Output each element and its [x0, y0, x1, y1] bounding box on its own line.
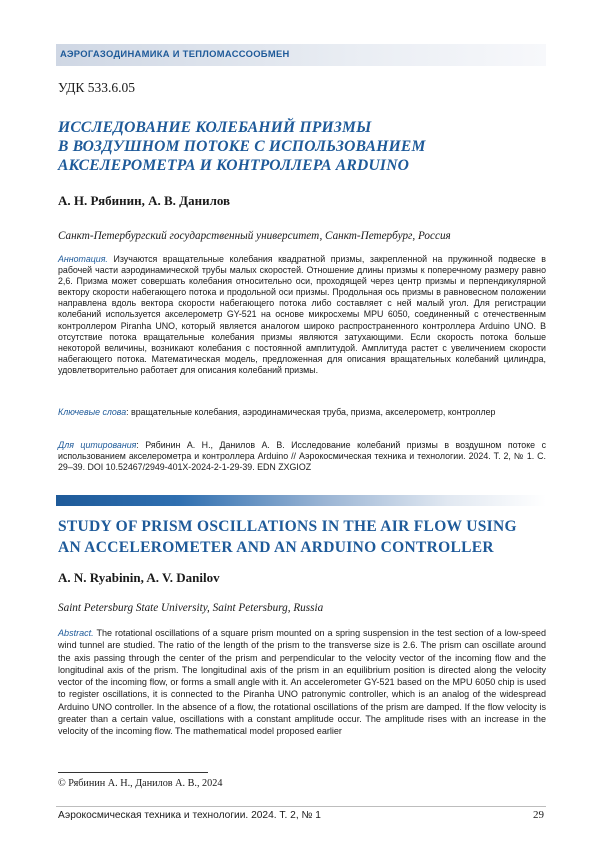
udk-code: УДК 533.6.05 [58, 80, 136, 95]
authors-en: A. N. Ryabinin, A. V. Danilov [58, 570, 220, 585]
authors-ru: А. Н. Рябинин, А. В. Данилов [58, 193, 231, 208]
citation-ru-label: Для цитирования [58, 440, 137, 450]
affiliation-ru: Санкт-Петербургский государственный университет, Санкт-Петербург, Россия [58, 230, 451, 242]
abstract-en [58, 627, 546, 738]
abstract-en-text: The rotational oscillations of a square prism mounted on a spring suspension in the test section of a low-speed wind tunnel are studied. The ratio of the length of the prism to the transverse size is 2.6. The prism can oscillate around the axis passing through the center of the prism and perpendicular to the velocity vector of the incoming flow and the longitudinal axis of the prism. The longitudinal axis of the prism in an equilibrium position is directed along the velocity vector of the incoming flow, or forms a small angle with it. An accelerometer GY-521 based on the MPU 6050 chip is used to register oscillations, it is connected to the Piranha UNO patronymic controller, which is an analog of the widespread Arduino UNO controller. In the absence of a flow, the rotational oscillations of the prism are damped. If the flow velocity is greater than a certain value, oscillations with a constant amplitude occur. The amplitude rises with an increase in the velocity of the incoming flow. The mathematical model proposed earlier [58, 628, 546, 737]
title-ru-line: ИССЛЕДОВАНИЕ КОЛЕБАНИЙ ПРИЗМЫ [58, 119, 372, 136]
footnote-rule [58, 772, 208, 773]
keywords-ru-label: Ключевые слова [58, 407, 127, 417]
title-ru-line: АКСЕЛЕРОМЕТРА И КОНТРОЛЛЕРА ARDUINO [58, 157, 410, 174]
article-title-en [58, 516, 548, 558]
citation-ru-text: : Рябинин А. Н., Данилов А. В. Исследование колебаний призмы в воздушном потоке с использованием акселерометра и контроллера Arduino // Аэрокосмическая техника и технологии. 2024. Т. 2, № 1. С. 29–39. DOI 10.52467/2949-401X-2024-2-1-29-39. EDN ZXGIOZ [58, 440, 546, 473]
affiliation-en: Saint Petersburg State University, Saint Petersburg, Russia [58, 602, 324, 614]
title-en-line: AN ACCELEROMETER AND AN ARDUINO CONTROLLER [58, 539, 494, 556]
footer-rule [56, 806, 546, 807]
journal-footer: Аэрокосмическая техника и технологии. 2024. Т. 2, № 1 [58, 810, 321, 821]
copyright-footnote: © Рябинин А. Н., Данилов А. В., 2024 [58, 778, 223, 789]
abstract-en-label: Abstract. [58, 628, 94, 638]
page-number: 29 [533, 809, 544, 821]
citation-ru [58, 440, 546, 473]
language-divider-bar [56, 495, 546, 506]
abstract-ru-label: Аннотация. [58, 254, 108, 264]
section-header-bar [56, 44, 546, 66]
keywords-ru-text: : вращательные колебания, аэродинамическая труба, призма, акселерометр, контроллер [126, 407, 496, 417]
title-ru-line: В ВОЗДУШНОМ ПОТОКЕ С ИСПОЛЬЗОВАНИЕМ [58, 138, 426, 155]
abstract-ru-text: Изучаются вращательные колебания квадратной призмы, закрепленной на пружинной подвеске в рабочей части аэродинамической трубы малых скоростей. Отношение длины призмы к поперечному размеру равно 2,6. Призма может совершать колебания относительно оси, проходящей через центр призмы и перпендикулярной вектору скорости набегающего потока и продольной оси призмы. Продольная ось призмы в равновесном положении направлена вдоль вектора скорости набегающего потока либо составляет с ней малый угол. Для регистрации колебаний используется акселерометр GY-521 на основе микросхемы MPU 6050, соединенный с отечественным контроллером Piranha UNO, который является аналогом широко распространенного контроллера Arduino UNO. В отсутствие потока вращательные колебания призмы являются затухающими. Если скорость потока больше некоторой величины, возникают колебания с постоянной амплитудой. Амплитуда растет с увеличением скорости набегающего потока. Математическая модель, предложенная для описания вращательных колебаний цилиндра, удовлетворительно работает для описания колебаний призмы. [58, 254, 546, 375]
title-en-line: STUDY OF PRISM OSCILLATIONS IN THE AIR FLOW USING [58, 518, 517, 535]
abstract-ru [58, 254, 546, 376]
section-title: АЭРОГАЗОДИНАМИКА И ТЕПЛОМАССООБМЕН [60, 48, 290, 59]
article-title-ru [58, 118, 548, 175]
keywords-ru [58, 407, 546, 418]
